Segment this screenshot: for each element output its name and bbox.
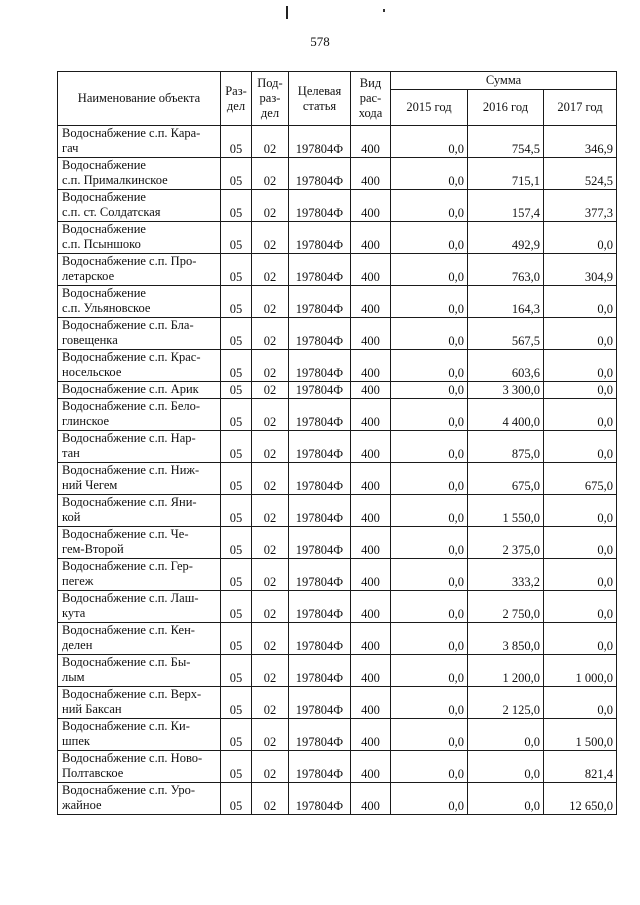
cell-2016: 763,0 [468, 254, 544, 286]
table-row [58, 559, 617, 591]
cell-target: 197804Ф [289, 399, 351, 431]
cell-name: Водоснабжение с.п. Кара- гач [58, 126, 221, 158]
cell-podrazdel: 02 [252, 254, 289, 286]
cell-target: 197804Ф [289, 463, 351, 495]
cell-name: Водоснабжение с.п. Бы- лым [58, 655, 221, 687]
cell-target: 197804Ф [289, 318, 351, 350]
cell-2015: 0,0 [391, 463, 468, 495]
cell-vid: 400 [351, 751, 391, 783]
cell-2017: 12 650,0 [544, 783, 617, 815]
cell-vid: 400 [351, 318, 391, 350]
cell-2015: 0,0 [391, 126, 468, 158]
cell-2017: 0,0 [544, 431, 617, 463]
cell-2016: 0,0 [468, 751, 544, 783]
cell-2016: 157,4 [468, 190, 544, 222]
cell-2017: 304,9 [544, 254, 617, 286]
cell-vid: 400 [351, 719, 391, 751]
cell-2015: 0,0 [391, 254, 468, 286]
cell-target: 197804Ф [289, 222, 351, 254]
cell-name: Водоснабжение с.п. Псыншоко [58, 222, 221, 254]
cell-name: Водоснабжение с.п. Ново- Полтавское [58, 751, 221, 783]
cell-podrazdel: 02 [252, 318, 289, 350]
budget-table [57, 71, 617, 815]
cell-razdel: 05 [221, 254, 252, 286]
cell-2015: 0,0 [391, 286, 468, 318]
table-row [58, 591, 617, 623]
cell-2016: 2 375,0 [468, 527, 544, 559]
cell-name: Водоснабжение с.п. Арик [58, 382, 221, 399]
cell-2015: 0,0 [391, 751, 468, 783]
cell-razdel: 05 [221, 527, 252, 559]
cell-2015: 0,0 [391, 190, 468, 222]
cell-target: 197804Ф [289, 382, 351, 399]
cell-2015: 0,0 [391, 559, 468, 591]
cell-podrazdel: 02 [252, 783, 289, 815]
table-row [58, 318, 617, 350]
cell-2015: 0,0 [391, 350, 468, 382]
cell-name: Водоснабжение с.п. Бело- глинское [58, 399, 221, 431]
cell-razdel: 05 [221, 623, 252, 655]
cell-2017: 1 500,0 [544, 719, 617, 751]
cell-target: 197804Ф [289, 559, 351, 591]
table-row [58, 286, 617, 318]
cell-podrazdel: 02 [252, 559, 289, 591]
cell-name: Водоснабжение с.п. Лаш- кута [58, 591, 221, 623]
cell-2017: 346,9 [544, 126, 617, 158]
cell-vid: 400 [351, 286, 391, 318]
header-2017: 2017 год [544, 90, 617, 126]
cell-vid: 400 [351, 655, 391, 687]
cell-2016: 3 850,0 [468, 623, 544, 655]
cell-2017: 0,0 [544, 687, 617, 719]
cell-name: Водоснабжение с.п. Ниж- ний Чегем [58, 463, 221, 495]
cell-podrazdel: 02 [252, 158, 289, 190]
cell-vid: 400 [351, 431, 391, 463]
cell-2016: 754,5 [468, 126, 544, 158]
cell-vid: 400 [351, 222, 391, 254]
cell-name: Водоснабжение с.п. Верх- ний Баксан [58, 687, 221, 719]
cell-2016: 875,0 [468, 431, 544, 463]
cell-2016: 1 200,0 [468, 655, 544, 687]
table-row [58, 382, 617, 399]
cell-razdel: 05 [221, 399, 252, 431]
cell-vid: 400 [351, 527, 391, 559]
cell-podrazdel: 02 [252, 286, 289, 318]
cell-2016: 333,2 [468, 559, 544, 591]
cell-target: 197804Ф [289, 655, 351, 687]
cell-vid: 400 [351, 495, 391, 527]
cell-razdel: 05 [221, 783, 252, 815]
cell-name: Водоснабжение с.п. Крас- носельское [58, 350, 221, 382]
cell-podrazdel: 02 [252, 687, 289, 719]
cell-razdel: 05 [221, 655, 252, 687]
table-row [58, 687, 617, 719]
header-vid: Вид рас- хода [351, 72, 391, 126]
cell-2017: 0,0 [544, 399, 617, 431]
header-razdel: Раз- дел [221, 72, 252, 126]
table-row [58, 126, 617, 158]
cell-vid: 400 [351, 350, 391, 382]
cell-name: Водоснабжение с.п. Уро- жайное [58, 783, 221, 815]
cell-2015: 0,0 [391, 382, 468, 399]
cell-2015: 0,0 [391, 623, 468, 655]
table-row [58, 623, 617, 655]
cell-2016: 1 550,0 [468, 495, 544, 527]
cell-podrazdel: 02 [252, 126, 289, 158]
cell-razdel: 05 [221, 382, 252, 399]
page-number: 578 [310, 34, 330, 49]
table-row [58, 431, 617, 463]
table-row [58, 222, 617, 254]
cell-name: Водоснабжение с.п. Кен- делен [58, 623, 221, 655]
cell-vid: 400 [351, 687, 391, 719]
cell-name: Водоснабжение с.п. Ульяновское [58, 286, 221, 318]
cell-name: Водоснабжение с.п. ст. Солдатская [58, 190, 221, 222]
cell-2015: 0,0 [391, 687, 468, 719]
cell-2016: 492,9 [468, 222, 544, 254]
cell-target: 197804Ф [289, 623, 351, 655]
cell-2015: 0,0 [391, 431, 468, 463]
cell-podrazdel: 02 [252, 495, 289, 527]
cell-target: 197804Ф [289, 751, 351, 783]
header-name: Наименование объекта [58, 72, 221, 126]
header-sum: Сумма [391, 72, 617, 90]
cell-podrazdel: 02 [252, 655, 289, 687]
cell-razdel: 05 [221, 463, 252, 495]
cell-vid: 400 [351, 254, 391, 286]
cell-vid: 400 [351, 382, 391, 399]
cell-2017: 0,0 [544, 527, 617, 559]
table-row [58, 655, 617, 687]
table-row [58, 350, 617, 382]
cell-razdel: 05 [221, 719, 252, 751]
cell-2016: 3 300,0 [468, 382, 544, 399]
cell-2016: 2 125,0 [468, 687, 544, 719]
cell-name: Водоснабжение с.п. Нар- тан [58, 431, 221, 463]
cell-razdel: 05 [221, 559, 252, 591]
cell-target: 197804Ф [289, 495, 351, 527]
cell-name: Водоснабжение с.п. Про- летарское [58, 254, 221, 286]
table-row [58, 751, 617, 783]
cell-razdel: 05 [221, 431, 252, 463]
header-2016: 2016 год [468, 90, 544, 126]
table-row [58, 783, 617, 815]
cell-2017: 675,0 [544, 463, 617, 495]
header-target: Целевая статья [289, 72, 351, 126]
cell-target: 197804Ф [289, 719, 351, 751]
cell-2016: 715,1 [468, 158, 544, 190]
cell-name: Водоснабжение с.п. Гер- пегеж [58, 559, 221, 591]
cell-2017: 0,0 [544, 623, 617, 655]
cell-vid: 400 [351, 399, 391, 431]
cell-razdel: 05 [221, 222, 252, 254]
cell-2017: 0,0 [544, 559, 617, 591]
cell-vid: 400 [351, 126, 391, 158]
header-podrazdel: Под- раз- дел [252, 72, 289, 126]
cell-2017: 0,0 [544, 318, 617, 350]
table-row [58, 399, 617, 431]
cell-2017: 0,0 [544, 495, 617, 527]
cell-target: 197804Ф [289, 190, 351, 222]
cell-target: 197804Ф [289, 591, 351, 623]
table-row [58, 527, 617, 559]
cell-razdel: 05 [221, 126, 252, 158]
cell-podrazdel: 02 [252, 751, 289, 783]
cell-2016: 0,0 [468, 783, 544, 815]
cell-2015: 0,0 [391, 655, 468, 687]
cell-razdel: 05 [221, 318, 252, 350]
cell-vid: 400 [351, 623, 391, 655]
cell-2015: 0,0 [391, 158, 468, 190]
cell-razdel: 05 [221, 687, 252, 719]
table-row [58, 495, 617, 527]
cell-vid: 400 [351, 559, 391, 591]
cell-2016: 164,3 [468, 286, 544, 318]
cell-razdel: 05 [221, 158, 252, 190]
cell-target: 197804Ф [289, 783, 351, 815]
cell-target: 197804Ф [289, 687, 351, 719]
cell-podrazdel: 02 [252, 463, 289, 495]
cell-razdel: 05 [221, 591, 252, 623]
cell-2015: 0,0 [391, 495, 468, 527]
cell-podrazdel: 02 [252, 431, 289, 463]
cell-2016: 675,0 [468, 463, 544, 495]
table-row [58, 719, 617, 751]
cell-target: 197804Ф [289, 431, 351, 463]
cell-target: 197804Ф [289, 254, 351, 286]
cell-podrazdel: 02 [252, 190, 289, 222]
cell-vid: 400 [351, 190, 391, 222]
cell-2015: 0,0 [391, 591, 468, 623]
cell-name: Водоснабжение с.п. Прималкинское [58, 158, 221, 190]
cell-target: 197804Ф [289, 350, 351, 382]
cell-2016: 0,0 [468, 719, 544, 751]
cell-podrazdel: 02 [252, 719, 289, 751]
cell-2015: 0,0 [391, 527, 468, 559]
cell-2016: 567,5 [468, 318, 544, 350]
cell-target: 197804Ф [289, 126, 351, 158]
cell-razdel: 05 [221, 495, 252, 527]
cell-2017: 0,0 [544, 222, 617, 254]
cell-podrazdel: 02 [252, 382, 289, 399]
cell-2017: 0,0 [544, 382, 617, 399]
cell-target: 197804Ф [289, 158, 351, 190]
cell-2017: 0,0 [544, 591, 617, 623]
cell-vid: 400 [351, 463, 391, 495]
cell-2016: 2 750,0 [468, 591, 544, 623]
cell-podrazdel: 02 [252, 399, 289, 431]
cell-podrazdel: 02 [252, 527, 289, 559]
cell-razdel: 05 [221, 350, 252, 382]
scan-mark [286, 6, 288, 19]
cell-razdel: 05 [221, 190, 252, 222]
cell-razdel: 05 [221, 286, 252, 318]
table-row [58, 463, 617, 495]
cell-target: 197804Ф [289, 286, 351, 318]
cell-2015: 0,0 [391, 222, 468, 254]
scan-mark [383, 9, 385, 12]
cell-podrazdel: 02 [252, 350, 289, 382]
cell-target: 197804Ф [289, 527, 351, 559]
cell-2017: 0,0 [544, 350, 617, 382]
cell-podrazdel: 02 [252, 591, 289, 623]
cell-name: Водоснабжение с.п. Бла- говещенка [58, 318, 221, 350]
cell-2017: 821,4 [544, 751, 617, 783]
table-row [58, 190, 617, 222]
cell-vid: 400 [351, 158, 391, 190]
cell-razdel: 05 [221, 751, 252, 783]
cell-2017: 524,5 [544, 158, 617, 190]
cell-vid: 400 [351, 783, 391, 815]
cell-2017: 1 000,0 [544, 655, 617, 687]
table-row [58, 254, 617, 286]
cell-2017: 377,3 [544, 190, 617, 222]
table-row [58, 158, 617, 190]
cell-podrazdel: 02 [252, 222, 289, 254]
cell-2015: 0,0 [391, 783, 468, 815]
cell-name: Водоснабжение с.п. Ки- шпек [58, 719, 221, 751]
cell-2015: 0,0 [391, 719, 468, 751]
cell-2015: 0,0 [391, 318, 468, 350]
cell-2015: 0,0 [391, 399, 468, 431]
cell-vid: 400 [351, 591, 391, 623]
cell-podrazdel: 02 [252, 623, 289, 655]
cell-2016: 4 400,0 [468, 399, 544, 431]
cell-name: Водоснабжение с.п. Яни- кой [58, 495, 221, 527]
cell-2016: 603,6 [468, 350, 544, 382]
header-2015: 2015 год [391, 90, 468, 126]
cell-name: Водоснабжение с.п. Че- гем-Второй [58, 527, 221, 559]
cell-2017: 0,0 [544, 286, 617, 318]
